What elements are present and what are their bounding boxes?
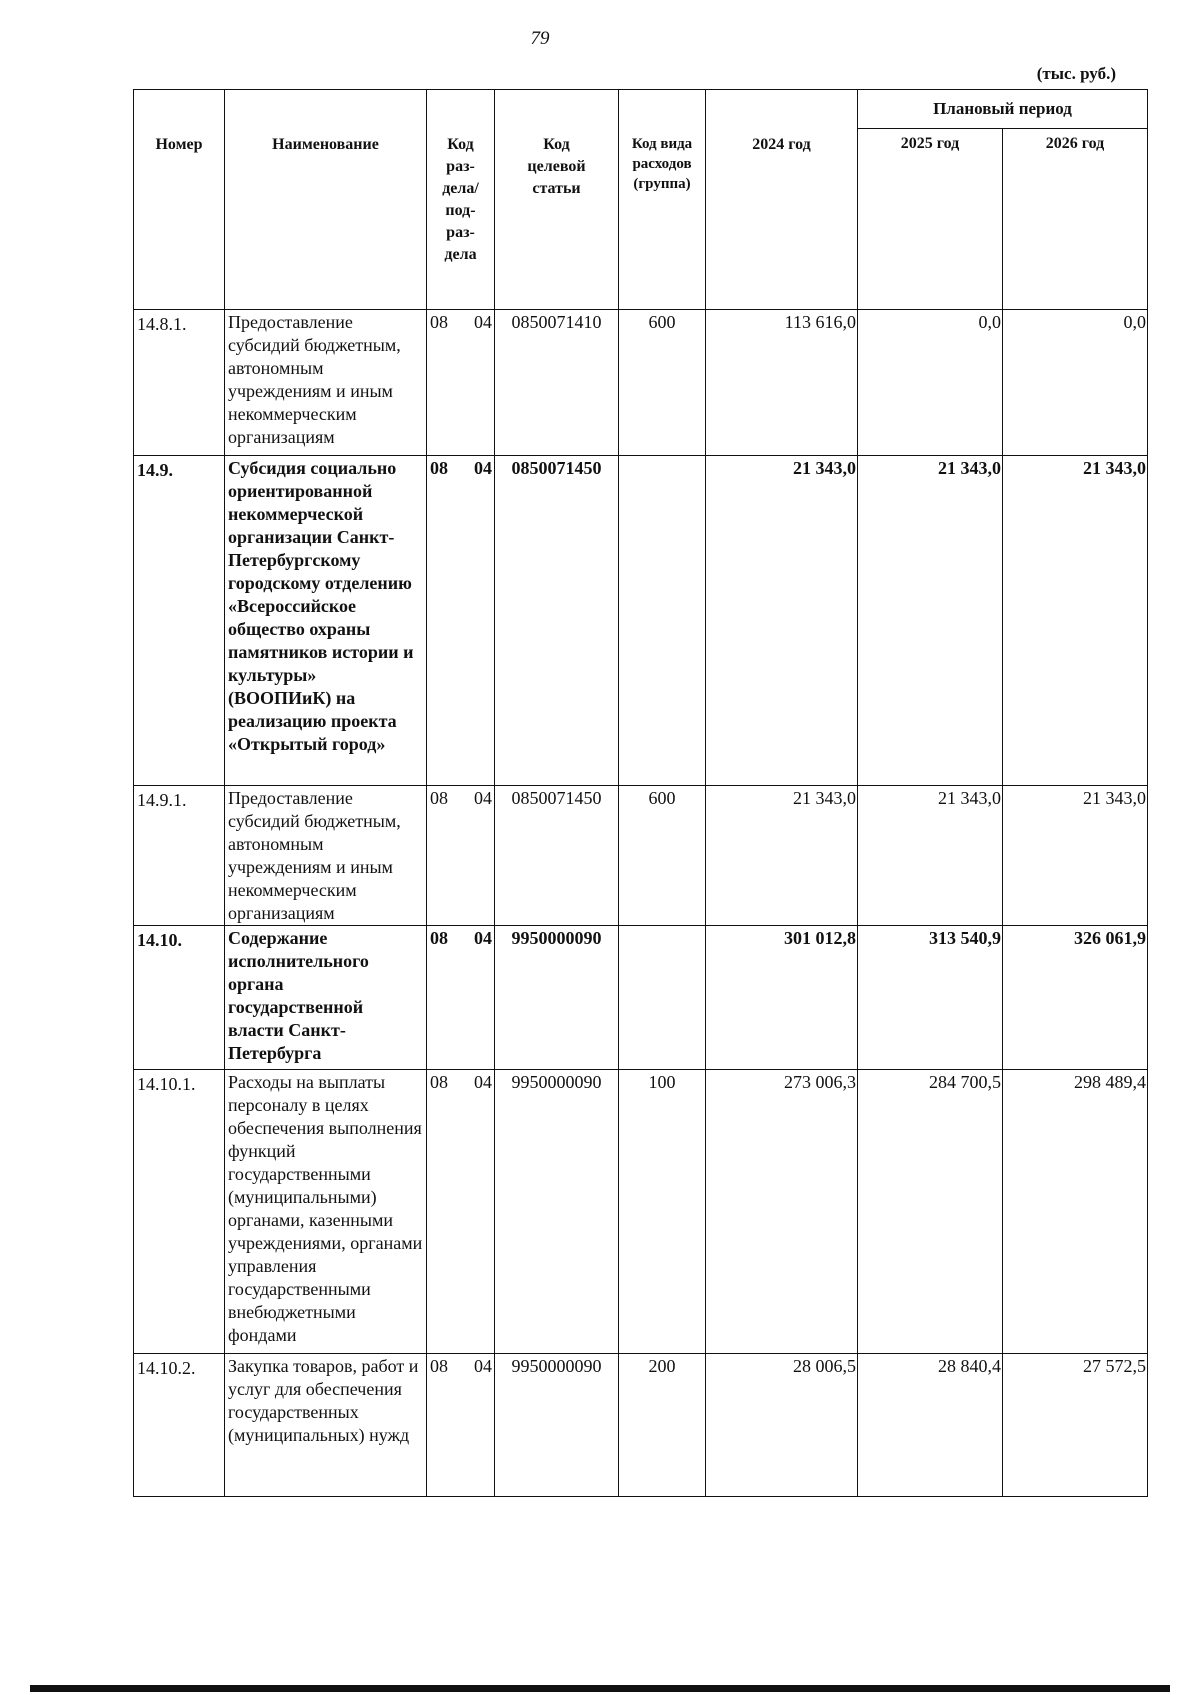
section-subsection-pair [430,311,492,334]
row-expense-type: 100 [619,1070,706,1354]
row-amount-2025: 28 840,4 [858,1354,1003,1497]
header-row-1 [134,90,1148,129]
table-body [134,310,1148,1497]
row-section-code [427,1070,495,1354]
subsection-code: 04 [474,1356,492,1376]
header-target-code: Код целевой статьи [495,90,619,310]
header-number: Номер [134,90,225,310]
row-expense-type: 600 [619,786,706,926]
section-code: 08 [430,312,448,332]
row-amount-2024: 273 006,3 [706,1070,858,1354]
bottom-rule [30,1685,1170,1692]
row-number: 14.10. [134,926,225,1070]
row-amount-2024: 21 343,0 [706,786,858,926]
units-label: (тыс. руб.) [1036,64,1116,83]
section-code: 08 [430,1072,448,1092]
table-row [134,926,1148,1070]
subsection-code: 04 [474,458,492,478]
section-subsection-pair [430,927,492,950]
row-name: Субсидия социально ориентированной некоммерческой организации Санкт-Петербургскому городскому отделению «Всероссийское общество охраны памятников истории и культуры» (ВООПИиК) на реализацию проекта «Открытый город» [225,456,427,786]
budget-table [133,89,1148,1497]
section-subsection-pair [430,787,492,810]
row-amount-2025: 0,0 [858,310,1003,456]
subsection-code: 04 [474,1072,492,1092]
row-name: Содержание исполнительного органа государственной власти Санкт-Петербурга [225,926,427,1070]
row-name: Закупка товаров, работ и услуг для обеспечения государственных (муниципальных) нужд [225,1354,427,1497]
row-section-code [427,1354,495,1497]
section-code: 08 [430,458,448,478]
row-target-code: 9950000090 [495,1070,619,1354]
row-number: 14.9.1. [134,786,225,926]
row-number: 14.10.2. [134,1354,225,1497]
row-name: Предоставление субсидий бюджетным, автономным учреждениям и иным некоммерческим организациям [225,310,427,456]
row-expense-type: 200 [619,1354,706,1497]
row-amount-2025: 21 343,0 [858,456,1003,786]
row-target-code: 0850071410 [495,310,619,456]
row-name: Расходы на выплаты персоналу в целях обеспечения выполнения функций государственными (муниципальными) органами, казенными учреждениями, органами управления государственными внебюджетными фондами [225,1070,427,1354]
header-year-2026: 2026 год [1003,129,1148,310]
table-row [134,786,1148,926]
page-number: 79 [530,28,550,49]
section-code: 08 [430,788,448,808]
row-expense-type [619,926,706,1070]
row-amount-2025: 313 540,9 [858,926,1003,1070]
section-subsection-pair [430,1355,492,1378]
header-name: Наименование [225,90,427,310]
row-section-code [427,926,495,1070]
row-amount-2026: 0,0 [1003,310,1148,456]
section-code: 08 [430,928,448,948]
row-amount-2026: 326 061,9 [1003,926,1148,1070]
section-code: 08 [430,1356,448,1376]
row-section-code [427,456,495,786]
row-amount-2025: 284 700,5 [858,1070,1003,1354]
row-amount-2024: 21 343,0 [706,456,858,786]
subsection-code: 04 [474,788,492,808]
row-amount-2026: 21 343,0 [1003,786,1148,926]
row-amount-2025: 21 343,0 [858,786,1003,926]
row-number: 14.8.1. [134,310,225,456]
row-amount-2024: 301 012,8 [706,926,858,1070]
table-row [134,456,1148,786]
row-expense-type [619,456,706,786]
row-section-code [427,786,495,926]
table-row [134,310,1148,456]
row-number: 14.9. [134,456,225,786]
table-row [134,1354,1148,1497]
subsection-code: 04 [474,312,492,332]
row-amount-2024: 113 616,0 [706,310,858,456]
header-expense-type: Код вида расходов (группа) [619,90,706,310]
row-target-code: 9950000090 [495,1354,619,1497]
section-subsection-pair [430,1071,492,1094]
row-amount-2024: 28 006,5 [706,1354,858,1497]
row-name: Предоставление субсидий бюджетным, автономным учреждениям и иным некоммерческим организациям [225,786,427,926]
row-target-code: 0850071450 [495,786,619,926]
row-amount-2026: 21 343,0 [1003,456,1148,786]
row-number: 14.10.1. [134,1070,225,1354]
row-section-code [427,310,495,456]
row-amount-2026: 27 572,5 [1003,1354,1148,1497]
header-year-2025: 2025 год [858,129,1003,310]
subsection-code: 04 [474,928,492,948]
row-expense-type: 600 [619,310,706,456]
section-subsection-pair [430,457,492,480]
header-year-2024: 2024 год [706,90,858,310]
header-planned-period: Плановый период [858,90,1148,129]
table-row [134,1070,1148,1354]
row-target-code: 9950000090 [495,926,619,1070]
row-amount-2026: 298 489,4 [1003,1070,1148,1354]
row-target-code: 0850071450 [495,456,619,786]
header-section-code: Код раз-дела/ под-раз-дела [427,90,495,310]
